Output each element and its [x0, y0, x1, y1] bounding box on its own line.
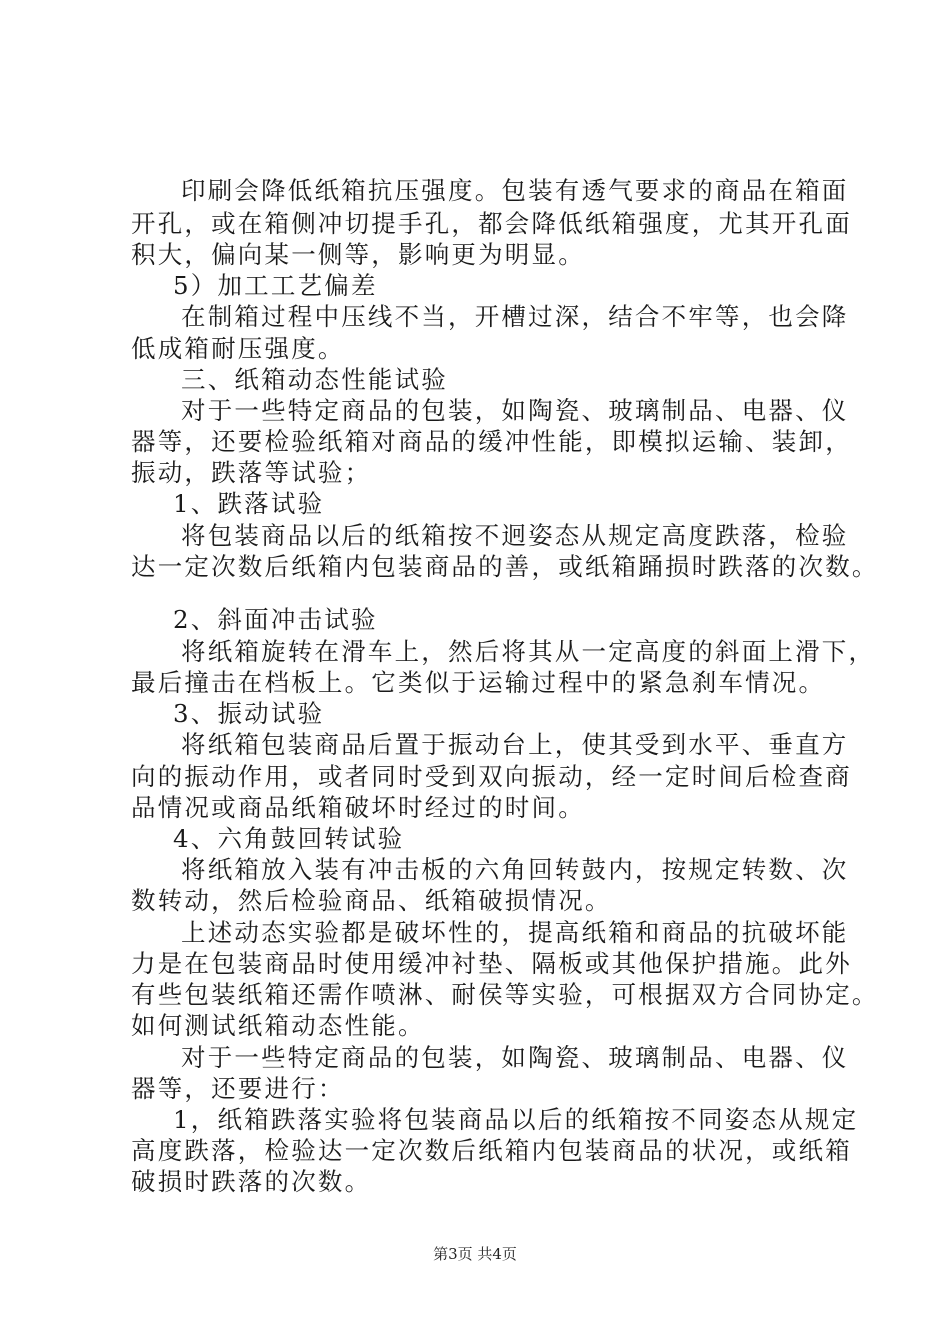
text-line: 破损时跌落的次数。	[131, 1167, 372, 1196]
section-heading: 3、振动试验	[173, 699, 325, 728]
text-line: 向的振动作用，或者同时受到双向振动，经一定时间后检查商	[131, 762, 852, 791]
text-line: 印刷会降低纸箱抗压强度。包装有透气要求的商品在箱面	[181, 176, 849, 205]
section-heading: 2、斜面冲击试验	[173, 605, 378, 634]
text-line: 积大，偏向某一侧等，影响更为明显。	[131, 240, 585, 269]
text-line: 振动，跌落等试验；	[131, 458, 372, 487]
text-line: 器等，还要进行：	[131, 1074, 345, 1103]
text-line: 高度跌落，检验达一定次数后纸箱内包装商品的状况，或纸箱	[131, 1136, 852, 1165]
text-line: 开孔，或在箱侧冲切提手孔，都会降低纸箱强度，尤其开孔面	[131, 209, 852, 238]
text-line: 将纸箱旋转在滑车上，然后将其从一定高度的斜面上滑下，	[181, 637, 876, 666]
text-line: 力是在包装商品时使用缓冲衬垫、隔板或其他保护措施。此外	[131, 949, 852, 978]
section-heading: 5）加工工艺偏差	[173, 271, 378, 300]
text-line: 对于一些特定商品的包装，如陶瓷、玻璃制品、电器、仪	[181, 396, 849, 425]
text-line: 数转动，然后检验商品、纸箱破损情况。	[131, 886, 612, 915]
text-line: 上述动态实验都是破坏性的，提高纸箱和商品的抗破坏能	[181, 918, 849, 947]
text-line: 1，纸箱跌落实验将包装商品以后的纸箱按不同姿态从规定	[173, 1105, 859, 1134]
text-line: 在制箱过程中压线不当，开槽过深，结合不牢等，也会降	[181, 302, 849, 331]
text-line: 将纸箱包装商品后置于振动台上，使其受到水平、垂直方	[181, 730, 849, 759]
text-line: 器等，还要检验纸箱对商品的缓冲性能，即模拟运输、装卸，	[131, 427, 852, 456]
text-line: 低成箱耐压强度。	[131, 334, 345, 363]
text-line: 品情况或商品纸箱破坏时经过的时间。	[131, 793, 585, 822]
text-line: 最后撞击在档板上。它类似于运输过程中的紧急刹车情况。	[131, 668, 826, 697]
text-line: 如何测试纸箱动态性能。	[131, 1011, 425, 1040]
text-line: 达一定次数后纸箱内包装商品的善，或纸箱踊损时跌落的次数。	[131, 552, 879, 581]
section-heading: 三、纸箱动态性能试验	[181, 365, 448, 394]
section-heading: 4、六角鼓回转试验	[173, 824, 405, 853]
section-heading: 1、跌落试验	[173, 489, 325, 518]
text-line: 对于一些特定商品的包装，如陶瓷、玻璃制品、电器、仪	[181, 1043, 849, 1072]
text-line: 将纸箱放入装有冲击板的六角回转鼓内，按规定转数、次	[181, 855, 849, 884]
text-line: 将包装商品以后的纸箱按不迥姿态从规定高度跌落，检验	[181, 521, 849, 550]
page-footer: 第3页 共4页	[433, 1245, 517, 1263]
text-line: 有些包装纸箱还需作喷淋、耐侯等实验，可根据双方合同协定。	[131, 980, 879, 1009]
